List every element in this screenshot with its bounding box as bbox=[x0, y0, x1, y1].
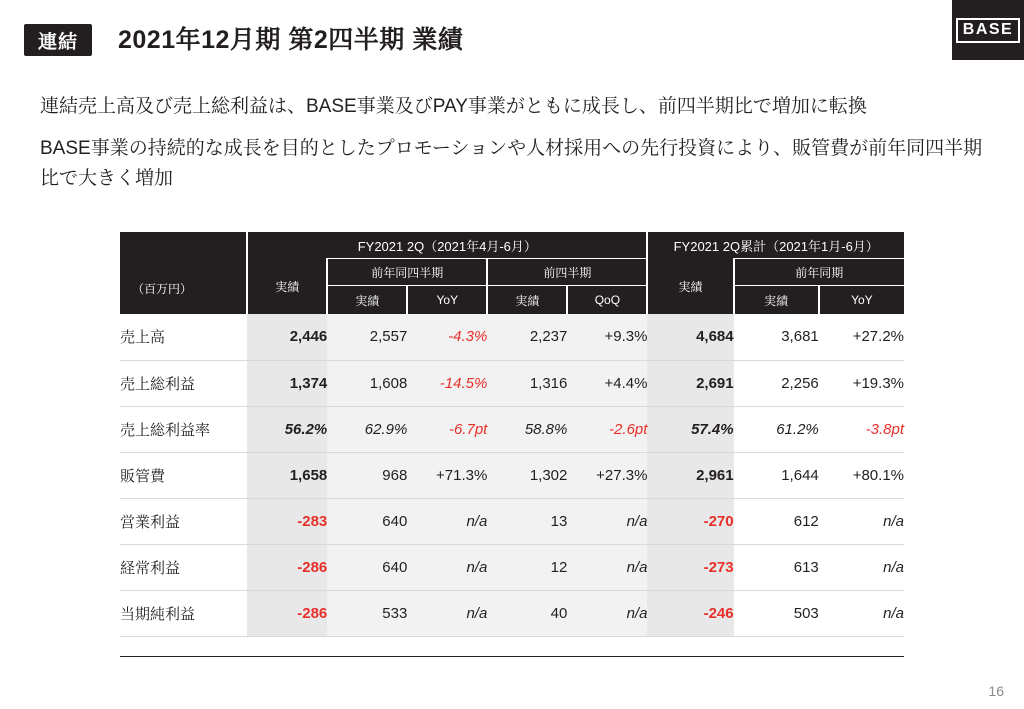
row-cell: -6.7pt bbox=[407, 406, 487, 452]
col-header-4: QoQ bbox=[567, 286, 647, 315]
row-cell: +4.4% bbox=[567, 360, 647, 406]
row-cell: 612 bbox=[734, 498, 819, 544]
row-cell: 58.8% bbox=[487, 406, 567, 452]
row-cell: -270 bbox=[647, 498, 733, 544]
sub-header-prev-quarter: 前四半期 bbox=[487, 259, 647, 286]
page-title: 2021年12月期 第2四半期 業績 bbox=[118, 26, 464, 54]
row-cell: -2.6pt bbox=[567, 406, 647, 452]
row-cell: 1,658 bbox=[247, 452, 327, 498]
lead-line-2: BASE事業の持続的な成長を目的としたプロモーションや人材採用への先行投資により、販管費が前年同四半期比で大きく増加 bbox=[40, 138, 983, 189]
row-cell: -283 bbox=[247, 498, 327, 544]
row-cell: +27.3% bbox=[567, 452, 647, 498]
table-row bbox=[120, 314, 904, 360]
row-cell: 613 bbox=[734, 544, 819, 590]
row-label: 営業利益 bbox=[120, 498, 247, 544]
row-cell: 503 bbox=[734, 590, 819, 636]
row-cell: 57.4% bbox=[647, 406, 733, 452]
row-label: 売上総利益 bbox=[120, 360, 247, 406]
row-cell: 640 bbox=[327, 498, 407, 544]
row-cell: +80.1% bbox=[819, 452, 904, 498]
row-cell: n/a bbox=[407, 590, 487, 636]
row-cell: n/a bbox=[819, 498, 904, 544]
group-header-cum: FY2021 2Q累計（2021年1月-6月） bbox=[647, 232, 904, 259]
row-cell: -14.5% bbox=[407, 360, 487, 406]
row-cell: +19.3% bbox=[819, 360, 904, 406]
row-cell: 2,557 bbox=[327, 314, 407, 360]
col-header-2: YoY bbox=[407, 286, 487, 315]
sub-header-cum-prev-year: 前年同期 bbox=[734, 259, 904, 286]
category-badge: 連結 bbox=[24, 24, 92, 56]
row-label: 当期純利益 bbox=[120, 590, 247, 636]
row-cell: n/a bbox=[819, 544, 904, 590]
row-cell: 1,316 bbox=[487, 360, 567, 406]
row-cell: 12 bbox=[487, 544, 567, 590]
row-label: 経常利益 bbox=[120, 544, 247, 590]
row-cell: 640 bbox=[327, 544, 407, 590]
col-header-5: 実績 bbox=[734, 286, 819, 315]
table-row bbox=[120, 406, 904, 452]
row-cell: 1,374 bbox=[247, 360, 327, 406]
financial-table bbox=[120, 232, 904, 637]
row-cell: -246 bbox=[647, 590, 733, 636]
row-cell: n/a bbox=[567, 544, 647, 590]
unit-cell bbox=[120, 232, 247, 314]
table-bottom-rule bbox=[120, 656, 904, 657]
financial-table-wrap bbox=[120, 232, 904, 637]
row-cell: +9.3% bbox=[567, 314, 647, 360]
row-cell: 56.2% bbox=[247, 406, 327, 452]
row-label: 売上総利益率 bbox=[120, 406, 247, 452]
lead-line-1: 連結売上高及び売上総利益は、BASE事業及びPAY事業がともに成長し、前四半期比で増加に転換 bbox=[40, 96, 867, 117]
row-cell: n/a bbox=[567, 590, 647, 636]
table-row bbox=[120, 498, 904, 544]
col-header-6: YoY bbox=[819, 286, 904, 315]
col-header-3: 実績 bbox=[487, 286, 567, 315]
row-cell: 2,691 bbox=[647, 360, 733, 406]
table-header-group-row bbox=[120, 232, 904, 259]
col-actual-q: 実績 bbox=[247, 259, 327, 315]
row-cell: 4,684 bbox=[647, 314, 733, 360]
page-number: 16 bbox=[988, 683, 1004, 699]
table-row bbox=[120, 452, 904, 498]
row-cell: 1,608 bbox=[327, 360, 407, 406]
row-cell: n/a bbox=[567, 498, 647, 544]
row-cell: 40 bbox=[487, 590, 567, 636]
row-cell: 2,256 bbox=[734, 360, 819, 406]
row-label: 販管費 bbox=[120, 452, 247, 498]
row-label: 売上高 bbox=[120, 314, 247, 360]
row-cell: 968 bbox=[327, 452, 407, 498]
row-cell: -3.8pt bbox=[819, 406, 904, 452]
row-cell: -273 bbox=[647, 544, 733, 590]
row-cell: -286 bbox=[247, 590, 327, 636]
sub-header-prev-year: 前年同四半期 bbox=[327, 259, 487, 286]
table-row bbox=[120, 544, 904, 590]
unit-label: （百万円） bbox=[132, 281, 193, 296]
row-cell: 61.2% bbox=[734, 406, 819, 452]
row-cell: 2,961 bbox=[647, 452, 733, 498]
row-cell: n/a bbox=[819, 590, 904, 636]
table-row bbox=[120, 590, 904, 636]
row-cell: 3,681 bbox=[734, 314, 819, 360]
col-actual-cum: 実績 bbox=[647, 259, 733, 315]
row-cell: 13 bbox=[487, 498, 567, 544]
row-cell: 1,302 bbox=[487, 452, 567, 498]
logo-text: BASE bbox=[956, 18, 1020, 43]
row-cell: 1,644 bbox=[734, 452, 819, 498]
table-row bbox=[120, 360, 904, 406]
group-header-q: FY2021 2Q（2021年4月-6月） bbox=[247, 232, 647, 259]
row-cell: +27.2% bbox=[819, 314, 904, 360]
row-cell: 2,446 bbox=[247, 314, 327, 360]
col-header-1: 実績 bbox=[327, 286, 407, 315]
row-cell: n/a bbox=[407, 498, 487, 544]
base-logo bbox=[952, 0, 1024, 60]
row-cell: 62.9% bbox=[327, 406, 407, 452]
row-cell: -286 bbox=[247, 544, 327, 590]
row-cell: +71.3% bbox=[407, 452, 487, 498]
row-cell: 2,237 bbox=[487, 314, 567, 360]
slide-header bbox=[0, 0, 1024, 74]
row-cell: n/a bbox=[407, 544, 487, 590]
lead-paragraphs bbox=[40, 92, 1000, 204]
row-cell: 533 bbox=[327, 590, 407, 636]
row-cell: -4.3% bbox=[407, 314, 487, 360]
